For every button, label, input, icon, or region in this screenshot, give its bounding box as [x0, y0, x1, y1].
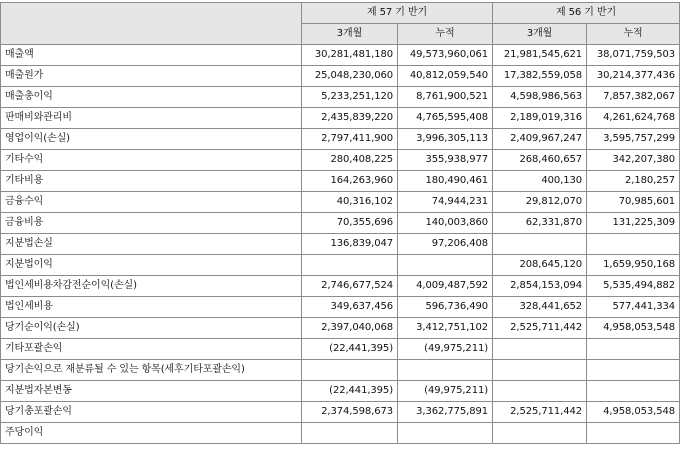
table-row	[1, 339, 680, 360]
row-value	[493, 381, 587, 402]
row-value: 4,958,053,548	[587, 318, 680, 339]
row-value: 349,637,456	[302, 297, 398, 318]
row-label: 주당이익	[1, 423, 302, 444]
row-value: 5,233,251,120	[302, 87, 398, 108]
row-label: 당기총포괄손익	[1, 402, 302, 423]
row-label: 지분법손실	[1, 234, 302, 255]
row-value: 3,595,757,299	[587, 129, 680, 150]
row-value: 4,958,053,548	[587, 402, 680, 423]
row-value: 164,263,960	[302, 171, 398, 192]
row-value	[587, 360, 680, 381]
row-value	[302, 255, 398, 276]
table-row	[1, 360, 680, 381]
table-row	[1, 150, 680, 171]
row-value: 1,659,950,168	[587, 255, 680, 276]
table-row	[1, 213, 680, 234]
row-label: 매출원가	[1, 66, 302, 87]
row-value: 2,525,711,442	[493, 402, 587, 423]
row-value: 7,857,382,067	[587, 87, 680, 108]
row-value: 30,214,377,436	[587, 66, 680, 87]
row-value: 2,435,839,220	[302, 108, 398, 129]
row-label: 매출액	[1, 45, 302, 66]
row-value: 268,460,657	[493, 150, 587, 171]
row-value	[587, 234, 680, 255]
row-value: 4,009,487,592	[398, 276, 493, 297]
row-label: 기타포괄손익	[1, 339, 302, 360]
table-row	[1, 402, 680, 423]
row-value	[587, 381, 680, 402]
row-value: 2,746,677,524	[302, 276, 398, 297]
row-value: 342,207,380	[587, 150, 680, 171]
row-label: 당기손익으로 재분류될 수 있는 항목(세후기타포괄손익)	[1, 360, 302, 381]
row-label: 법인세비용	[1, 297, 302, 318]
table-row	[1, 171, 680, 192]
row-value: 208,645,120	[493, 255, 587, 276]
row-value: 2,397,040,068	[302, 318, 398, 339]
row-value: 2,180,257	[587, 171, 680, 192]
row-value: 577,441,334	[587, 297, 680, 318]
row-value: 2,189,019,316	[493, 108, 587, 129]
row-value	[302, 360, 398, 381]
row-value: 3,362,775,891	[398, 402, 493, 423]
row-value: 3,412,751,102	[398, 318, 493, 339]
row-value: 136,839,047	[302, 234, 398, 255]
header-row-periods	[1, 3, 680, 24]
row-value: 30,281,481,180	[302, 45, 398, 66]
header-sub-56-3m: 3개월	[493, 24, 587, 45]
row-value: 400,130	[493, 171, 587, 192]
row-value: 62,331,870	[493, 213, 587, 234]
table-row	[1, 255, 680, 276]
row-value	[398, 423, 493, 444]
row-value: 3,996,305,113	[398, 129, 493, 150]
row-value: 38,071,759,503	[587, 45, 680, 66]
row-value	[398, 360, 493, 381]
header-period-56: 제 56 기 반기	[493, 3, 680, 24]
table-row	[1, 276, 680, 297]
header-sub-57-cum: 누적	[398, 24, 493, 45]
row-value: 140,003,860	[398, 213, 493, 234]
row-value: 40,812,059,540	[398, 66, 493, 87]
row-value: 25,048,230,060	[302, 66, 398, 87]
table-row	[1, 45, 680, 66]
row-value	[493, 339, 587, 360]
row-value	[493, 360, 587, 381]
row-value	[398, 255, 493, 276]
row-label: 기타비용	[1, 171, 302, 192]
row-value: 131,225,309	[587, 213, 680, 234]
row-label: 영업이익(손실)	[1, 129, 302, 150]
row-value	[587, 339, 680, 360]
row-value: 4,261,624,768	[587, 108, 680, 129]
table-row	[1, 423, 680, 444]
table-row	[1, 318, 680, 339]
row-value: 8,761,900,521	[398, 87, 493, 108]
row-value: 70,985,601	[587, 192, 680, 213]
row-value	[587, 423, 680, 444]
row-label: 법인세비용차감전순이익(손실)	[1, 276, 302, 297]
header-period-57: 제 57 기 반기	[302, 3, 493, 24]
row-value: 596,736,490	[398, 297, 493, 318]
row-value: (49,975,211)	[398, 381, 493, 402]
row-label: 기타수익	[1, 150, 302, 171]
table-row	[1, 66, 680, 87]
row-value: 2,854,153,094	[493, 276, 587, 297]
row-value	[493, 234, 587, 255]
table-row	[1, 234, 680, 255]
row-label: 금융수익	[1, 192, 302, 213]
row-value	[493, 423, 587, 444]
row-label: 금융비용	[1, 213, 302, 234]
row-label: 판매비와관리비	[1, 108, 302, 129]
row-value: 280,408,225	[302, 150, 398, 171]
header-sub-56-cum: 누적	[587, 24, 680, 45]
row-value: 2,525,711,442	[493, 318, 587, 339]
table-row	[1, 108, 680, 129]
row-label: 당기순이익(손실)	[1, 318, 302, 339]
table-row	[1, 192, 680, 213]
row-label: 지분법자본변동	[1, 381, 302, 402]
row-value: 2,797,411,900	[302, 129, 398, 150]
income-statement-table	[0, 2, 680, 444]
row-label: 지분법이익	[1, 255, 302, 276]
row-value: 5,535,494,882	[587, 276, 680, 297]
row-value: 21,981,545,621	[493, 45, 587, 66]
row-value: (22,441,395)	[302, 381, 398, 402]
row-value: 328,441,652	[493, 297, 587, 318]
row-value: 355,938,977	[398, 150, 493, 171]
header-sub-57-3m: 3개월	[302, 24, 398, 45]
row-value: 4,598,986,563	[493, 87, 587, 108]
table-row	[1, 129, 680, 150]
row-value: 2,374,598,673	[302, 402, 398, 423]
table-row	[1, 381, 680, 402]
table-row	[1, 87, 680, 108]
row-value: (22,441,395)	[302, 339, 398, 360]
row-value: 70,355,696	[302, 213, 398, 234]
row-value: 4,765,595,408	[398, 108, 493, 129]
row-value	[302, 423, 398, 444]
header-label-cell	[1, 3, 302, 45]
table-row	[1, 297, 680, 318]
row-label: 매출총이익	[1, 87, 302, 108]
row-value: 97,206,408	[398, 234, 493, 255]
row-value: 74,944,231	[398, 192, 493, 213]
row-value: 2,409,967,247	[493, 129, 587, 150]
row-value: 40,316,102	[302, 192, 398, 213]
row-value: (49,975,211)	[398, 339, 493, 360]
row-value: 29,812,070	[493, 192, 587, 213]
row-value: 17,382,559,058	[493, 66, 587, 87]
row-value: 49,573,960,061	[398, 45, 493, 66]
row-value: 180,490,461	[398, 171, 493, 192]
